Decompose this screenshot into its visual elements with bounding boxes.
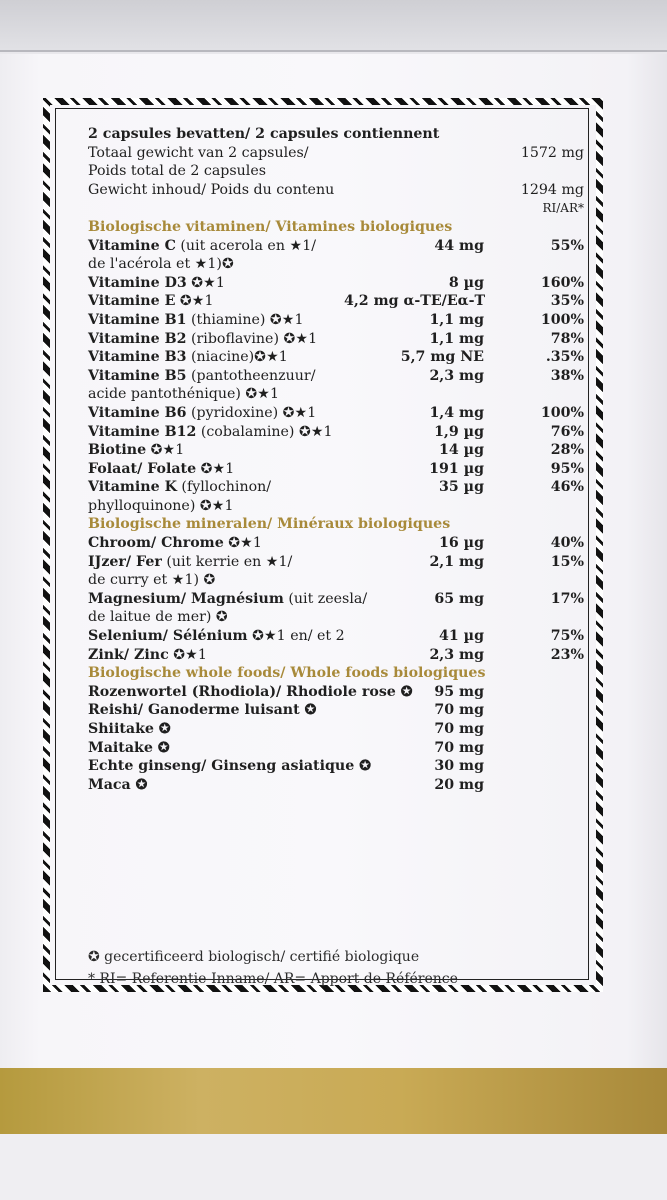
nutrient-name: Rozenwortel (Rhodiola)/ Rhodiole rose ✪ [88,683,413,700]
nutrient-amount: 16 µg [439,535,484,552]
nutrient-source: (pyridoxine) ✪★1 [186,404,317,421]
nutrient-row [88,348,584,367]
content-weight-row [88,181,584,200]
nutrient-label [88,404,316,423]
nutrient-name: Zink/ Zinc [88,646,169,663]
nutrient-source: (uit acerola en ★1/ [175,237,317,254]
nutrient-amount: 14 µg [439,442,484,459]
nutrient-label [88,739,170,758]
wholefood-row [88,720,584,739]
nutrient-amount: 1,1 mg [429,330,484,347]
vitamin-list [88,237,584,516]
nutrient-amount: 1,4 mg [429,404,484,421]
nutrient-label [88,311,304,330]
nutrient-row [88,423,584,442]
nutrient-label [88,553,292,572]
section-wholefoods [88,664,584,683]
nutrient-amount: 191 µg [429,460,484,477]
total-weight-value: 1572 mg [520,144,584,161]
nutrient-amount: 70 mg [434,739,484,756]
wholefood-row [88,739,584,758]
nutrient-ri: 95% [550,460,584,477]
nutrient-row-continued [88,385,584,404]
nutrient-label [88,367,316,386]
section-title-wholefoods: Biologische whole foods/ Whole foods biologiques [88,665,486,682]
nutrient-label [88,646,207,665]
nutrient-name: Vitamine B3 [88,349,187,366]
nutrient-name: Vitamine C [88,237,176,254]
nutrient-label [88,348,288,367]
nutrient-row [88,553,584,572]
nutrient-label [88,701,316,720]
content-weight-value: 1294 mg [520,181,584,198]
nutrient-ri: 38% [550,367,584,384]
nutrient-amount: 8 µg [448,274,484,291]
nutrient-name: Vitamine B12 [88,423,197,440]
nutrient-row [88,330,584,349]
nutrient-source: ✪★1 [168,646,207,663]
nutrient-ri: 28% [550,442,584,459]
nutrient-source: (niacine)✪★1 [186,349,288,366]
nutrient-label [88,478,271,497]
wholefood-row [88,701,584,720]
nutrient-ri: 78% [550,330,584,347]
nutrient-label [88,237,316,256]
nutrient-ri: 160% [540,274,584,291]
nutrient-ri: 75% [550,628,584,645]
nutrient-name: IJzer/ Fer [88,553,162,570]
nutrient-ri: 17% [550,590,584,607]
nutrient-row [88,627,584,646]
nutrient-source: (riboflavine) ✪★1 [186,330,318,347]
nutrient-amount: 4,2 mg α-TE/Eα-T [344,293,486,310]
nutrient-ri: 15% [550,553,584,570]
nutrient-row [88,460,584,479]
nutrient-source: (uit zeesla/ [283,590,368,607]
nutrient-amount: 70 mg [434,702,484,719]
nutrient-amount: 95 mg [434,683,484,700]
nutrient-label [88,757,371,776]
nutrient-row [88,274,584,293]
nutrient-row [88,367,584,386]
nutrient-source: ✪★1 [223,535,262,552]
nutrient-row [88,404,584,423]
total-weight-label-nl: Totaal gewicht van 2 capsules/ [88,144,309,161]
nutrient-label [88,590,367,609]
nutrient-row-continued [88,571,584,590]
mineral-list [88,534,584,664]
nutrient-name: Reishi/ Ganoderme luisant ✪ [88,702,317,719]
section-title-vitamins: Biologische vitaminen/ Vitamines biologiques [88,218,453,235]
nutrient-row-continued [88,497,584,516]
nutrient-source-continued: acide pantothénique) ✪★1 [88,386,280,403]
nutrient-label [88,292,214,311]
nutrient-row [88,311,584,330]
nutrient-label [88,460,234,479]
nutrient-source: (cobalamine) ✪★1 [196,423,333,440]
legend-organic: ✪ gecertificeerd biologisch/ certifié biologique [88,949,420,965]
nutrient-name: Vitamine D3 [88,274,187,291]
nutrient-label [88,627,345,646]
nutrient-row [88,534,584,553]
gold-band [0,1068,667,1134]
nutrient-ri: 100% [540,311,584,328]
nutrient-name: Folaat/ Folate [88,460,197,477]
nutrient-amount: 30 mg [434,758,484,775]
nutrient-amount: 5,7 mg NE [400,349,484,366]
ri-column-header: RI/AR* [542,201,584,216]
nutrient-source: ✪★1 [146,442,185,459]
nutrient-amount: 1,9 µg [434,423,484,440]
nutrient-name: Vitamine B2 [88,330,187,347]
nutrient-source: (uit kerrie en ★1/ [161,553,293,570]
nutrient-source: ✪★1 [186,274,225,291]
nutrient-row [88,478,584,497]
wholefood-row [88,776,584,795]
nutrition-table [88,125,584,794]
nutrient-amount: 70 mg [434,721,484,737]
nutrient-name: Vitamine B1 [88,311,187,328]
section-title-minerals: Biologische mineralen/ Minéraux biologiques [88,516,451,533]
nutrient-ri: 23% [550,646,584,663]
nutrient-ri: 55% [550,237,584,254]
nutrient-source: (pantotheenzuur/ [186,367,316,384]
nutrient-amount: 1,1 mg [429,311,484,328]
nutrient-source: ✪★1 en/ et 2 [247,628,345,645]
nutrient-name: Vitamine E [88,293,176,310]
nutrient-amount: 20 mg [434,776,484,793]
nutrient-row-continued [88,255,584,274]
total-weight-label-fr: Poids total de 2 capsules [88,163,267,180]
nutrient-name: Magnesium/ Magnésium [88,590,284,607]
nutrient-row [88,292,584,311]
table-heading-row [88,125,584,144]
nutrient-source: ✪★1 [175,293,214,310]
nutrient-label [88,423,333,442]
legend-ri: * RI= Referentie-Inname/ AR= Apport de Référence [88,971,458,987]
nutrient-ri: 35% [550,293,584,310]
nutrient-label [88,720,171,739]
wholefood-row [88,683,584,702]
nutrient-name: Selenium/ Sélénium [88,628,248,645]
nutrient-name: Maitake ✪ [88,739,170,756]
nutrient-source-continued: de laitue de mer) ✪ [88,609,228,626]
nutrient-source: (thiamine) ✪★1 [186,311,304,328]
nutrient-source: ✪★1 [196,460,235,477]
section-minerals [88,515,584,534]
nutrient-name: Biotine [88,442,147,459]
ri-header-row [88,199,584,218]
legend [88,946,458,990]
nutrient-source-continued: de l'acérola et ★1)✪ [88,256,234,273]
nutrient-name: Vitamine B5 [88,367,187,384]
box-top-edge [0,0,667,52]
nutrient-name: Chroom/ Chrome [88,535,224,552]
nutrient-amount: 35 µg [439,479,484,496]
nutrient-source-continued: phylloquinone) ✪★1 [88,497,234,514]
wholefood-list [88,683,584,795]
nutrient-amount: 2,3 mg [429,646,484,663]
nutrient-name: Maca ✪ [88,776,148,793]
nutrient-ri: 40% [550,535,584,552]
nutrient-amount: 2,1 mg [429,553,484,570]
total-weight-row-fr [88,162,584,181]
nutrient-label [88,534,262,553]
nutrient-name: Echte ginseng/ Ginseng asiatique ✪ [88,758,372,775]
total-weight-row [88,144,584,163]
nutrient-amount: 2,3 mg [429,367,484,384]
nutrient-amount: 65 mg [434,590,484,607]
nutrient-row-continued [88,608,584,627]
nutrient-row [88,441,584,460]
table-title: 2 capsules bevatten/ 2 capsules contiennent [88,126,440,142]
nutrient-ri: .35% [545,349,584,366]
nutrient-amount: 41 µg [439,628,484,645]
nutrient-row [88,646,584,665]
nutrient-label [88,330,317,349]
nutrient-name: Shiitake ✪ [88,721,171,737]
nutrient-ri: 76% [550,423,584,440]
nutrient-source-continued: de curry et ★1) ✪ [88,572,216,589]
nutrient-label [88,441,184,460]
nutrient-row [88,237,584,256]
nutrient-ri: 46% [550,479,584,496]
nutrient-ri: 100% [540,404,584,421]
content-weight-label: Gewicht inhoud/ Poids du contenu [88,181,335,198]
nutrient-amount: 44 mg [434,237,484,254]
nutrient-label [88,274,225,293]
nutrient-source: (fyllochinon/ [176,479,272,496]
nutrient-label [88,776,148,795]
section-vitamins [88,218,584,237]
wholefood-row [88,757,584,776]
nutrient-name: Vitamine B6 [88,404,187,421]
nutrient-name: Vitamine K [88,479,177,496]
box-bottom [0,1134,667,1200]
nutrient-row [88,590,584,609]
